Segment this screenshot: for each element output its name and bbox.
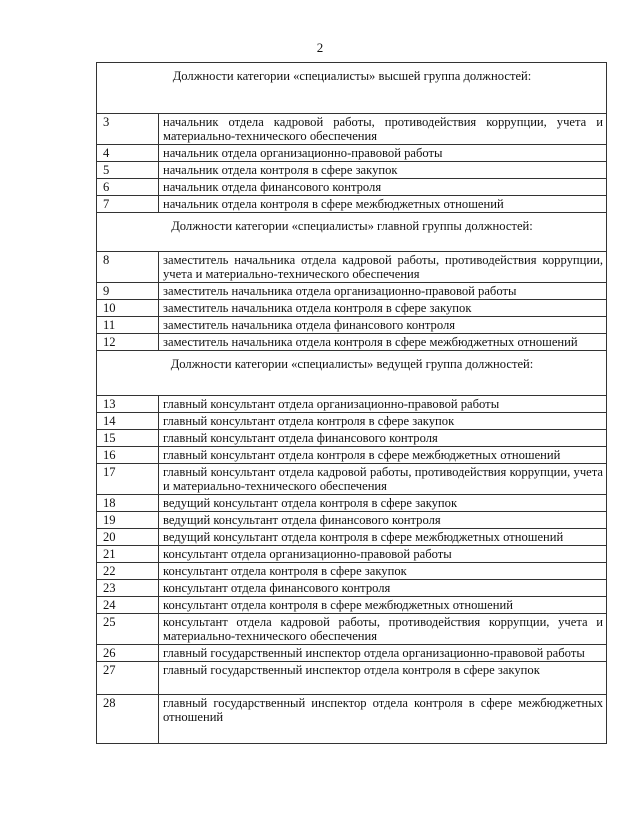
row-number: 20 xyxy=(97,529,159,546)
table-row xyxy=(97,495,607,512)
position-title: главный консультант отдела кадровой работы, противодействия коррупции, учета и материально-технического обеспечения xyxy=(159,464,607,495)
row-number: 27 xyxy=(97,662,159,695)
position-title: начальник отдела организационно-правовой работы xyxy=(159,145,607,162)
row-number: 3 xyxy=(97,114,159,145)
table-row xyxy=(97,597,607,614)
table-row xyxy=(97,252,607,283)
position-title: консультант отдела контроля в сфере закупок xyxy=(159,563,607,580)
table-row xyxy=(97,196,607,213)
table-row xyxy=(97,529,607,546)
table-row xyxy=(97,179,607,196)
table-row xyxy=(97,512,607,529)
row-number: 9 xyxy=(97,283,159,300)
table-row xyxy=(97,317,607,334)
table-row xyxy=(97,464,607,495)
position-title: консультант отдела кадровой работы, противодействия коррупции, учета и материально-технического обеспечения xyxy=(159,614,607,645)
position-title: главный государственный инспектор отдела контроля в сфере межбюджетных отношений xyxy=(159,695,607,744)
row-number: 26 xyxy=(97,645,159,662)
table-row xyxy=(97,430,607,447)
table-row xyxy=(97,563,607,580)
row-number: 16 xyxy=(97,447,159,464)
table-row xyxy=(97,645,607,662)
row-number: 18 xyxy=(97,495,159,512)
table-row xyxy=(97,614,607,645)
table-row xyxy=(97,447,607,464)
row-number: 13 xyxy=(97,396,159,413)
row-number: 6 xyxy=(97,179,159,196)
row-number: 5 xyxy=(97,162,159,179)
position-title: начальник отдела контроля в сфере закупок xyxy=(159,162,607,179)
table-row xyxy=(97,162,607,179)
row-number: 12 xyxy=(97,334,159,351)
position-title: заместитель начальника отдела кадровой работы, противодействия коррупции, учета и материально-технического обеспечения xyxy=(159,252,607,283)
row-number: 24 xyxy=(97,597,159,614)
position-title: начальник отдела контроля в сфере межбюджетных отношений xyxy=(159,196,607,213)
position-title: консультант отдела финансового контроля xyxy=(159,580,607,597)
position-title: заместитель начальника отдела организационно-правовой работы xyxy=(159,283,607,300)
table-row xyxy=(97,300,607,317)
position-title: консультант отдела организационно-правовой работы xyxy=(159,546,607,563)
row-number: 8 xyxy=(97,252,159,283)
positions-table-body xyxy=(97,63,607,744)
section-header-row xyxy=(97,351,607,396)
table-row xyxy=(97,334,607,351)
position-title: главный консультант отдела контроля в сфере закупок xyxy=(159,413,607,430)
row-number: 15 xyxy=(97,430,159,447)
position-title: главный консультант отдела контроля в сфере межбюджетных отношений xyxy=(159,447,607,464)
table-row xyxy=(97,413,607,430)
row-number: 25 xyxy=(97,614,159,645)
table-row xyxy=(97,662,607,695)
position-title: главный государственный инспектор отдела организационно-правовой работы xyxy=(159,645,607,662)
row-number: 22 xyxy=(97,563,159,580)
position-title: консультант отдела контроля в сфере межбюджетных отношений xyxy=(159,597,607,614)
table-row xyxy=(97,114,607,145)
position-title: главный консультант отдела организационно-правовой работы xyxy=(159,396,607,413)
section-header-row xyxy=(97,213,607,252)
section-header-row xyxy=(97,63,607,114)
row-number: 19 xyxy=(97,512,159,529)
row-number: 23 xyxy=(97,580,159,597)
position-title: начальник отдела кадровой работы, противодействия коррупции, учета и материально-технического обеспечения xyxy=(159,114,607,145)
table-row xyxy=(97,396,607,413)
row-number: 17 xyxy=(97,464,159,495)
section-title: Должности категории «специалисты» высшей группа должностей: xyxy=(97,63,607,114)
row-number: 4 xyxy=(97,145,159,162)
row-number: 7 xyxy=(97,196,159,213)
position-title: начальник отдела финансового контроля xyxy=(159,179,607,196)
positions-table xyxy=(96,62,607,744)
table-row xyxy=(97,283,607,300)
position-title: заместитель начальника отдела контроля в сфере межбюджетных отношений xyxy=(159,334,607,351)
table-row xyxy=(97,145,607,162)
row-number: 10 xyxy=(97,300,159,317)
table-row xyxy=(97,695,607,744)
section-title: Должности категории «специалисты» главной группы должностей: xyxy=(97,213,607,252)
page-number: 2 xyxy=(316,40,324,55)
position-title: заместитель начальника отдела контроля в сфере закупок xyxy=(159,300,607,317)
position-title: главный консультант отдела финансового контроля xyxy=(159,430,607,447)
row-number: 21 xyxy=(97,546,159,563)
position-title: ведущий консультант отдела контроля в сфере межбюджетных отношений xyxy=(159,529,607,546)
table-row xyxy=(97,546,607,563)
table-row xyxy=(97,580,607,597)
row-number: 28 xyxy=(97,695,159,744)
position-title: заместитель начальника отдела финансового контроля xyxy=(159,317,607,334)
position-title: ведущий консультант отдела финансового контроля xyxy=(159,512,607,529)
position-title: ведущий консультант отдела контроля в сфере закупок xyxy=(159,495,607,512)
row-number: 11 xyxy=(97,317,159,334)
row-number: 14 xyxy=(97,413,159,430)
position-title: главный государственный инспектор отдела контроля в сфере закупок xyxy=(159,662,607,695)
section-title: Должности категории «специалисты» ведущей группа должностей: xyxy=(97,351,607,396)
